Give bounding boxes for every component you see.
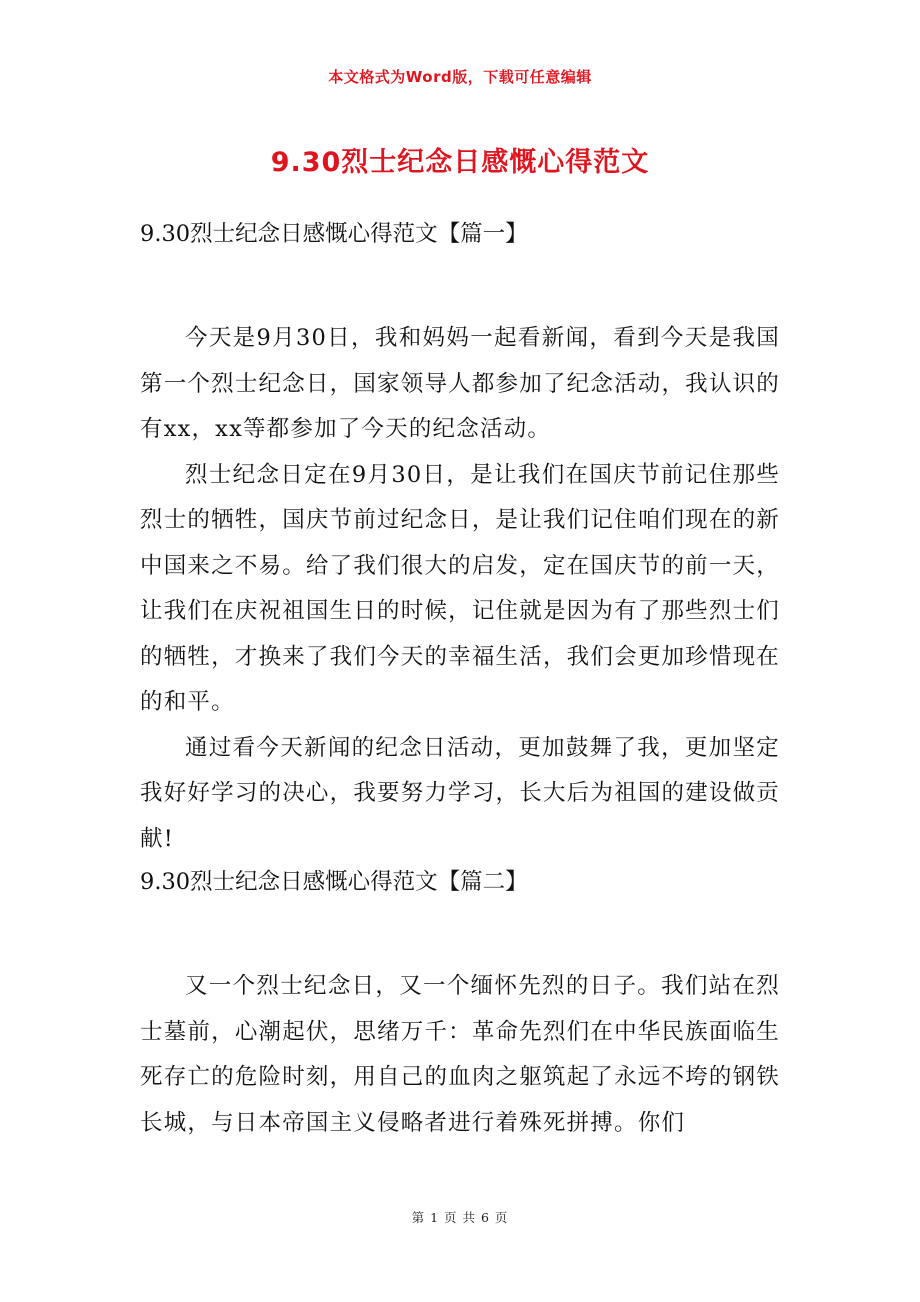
paragraph-1-3: 通过看今天新闻的纪念日活动，更加鼓舞了我，更加坚定我好好学习的决心，我要努力学习，长大后为祖国的建设做贡献!	[140, 734, 780, 852]
document-title: 9.30烈士纪念日感慨心得范文	[270, 147, 650, 178]
paragraph-1-1: 今天是9月30日，我和妈妈一起看新闻，看到今天是我国第一个烈士纪念日，国家领导人都参加了纪念活动，我认识的有xx，xx等都参加了今天的纪念活动。	[140, 325, 780, 442]
word-format-notice: 本文格式为Word版，下载可任意编辑	[328, 68, 592, 86]
paragraph-1-2: 烈士纪念日定在9月30日，是让我们在国庆节前记住那些烈士的牺牲，国庆节前过纪念日，是让我们记住咱们现在的新中国来之不易。给了我们很大的启发，定在国庆节的前一天，让我们在庆祝祖国生日的时候，记住就是因为有了那些烈士们的牺牲，才换来了我们今天的幸福生活，我们会更加珍惜现在的和平。	[140, 461, 780, 715]
paragraph-2-1: 又一个烈士纪念日，又一个缅怀先烈的日子。我们站在烈士墓前，心潮起伏，思绪万千：革命先烈们在中华民族面临生死存亡的危险时刻，用自己的血肉之躯筑起了永远不垮的钢铁长城，与日本帝国主义侵略者进行着殊死拼搏。你们	[140, 973, 780, 1136]
document-body	[140, 214, 780, 1146]
section-heading-1: 9.30烈士纪念日感慨心得范文【篇一】	[140, 221, 528, 247]
section-heading-2: 9.30烈士纪念日感慨心得范文【篇二】	[140, 869, 528, 895]
page-footer: 第 1 页 共 6 页	[411, 1210, 509, 1225]
